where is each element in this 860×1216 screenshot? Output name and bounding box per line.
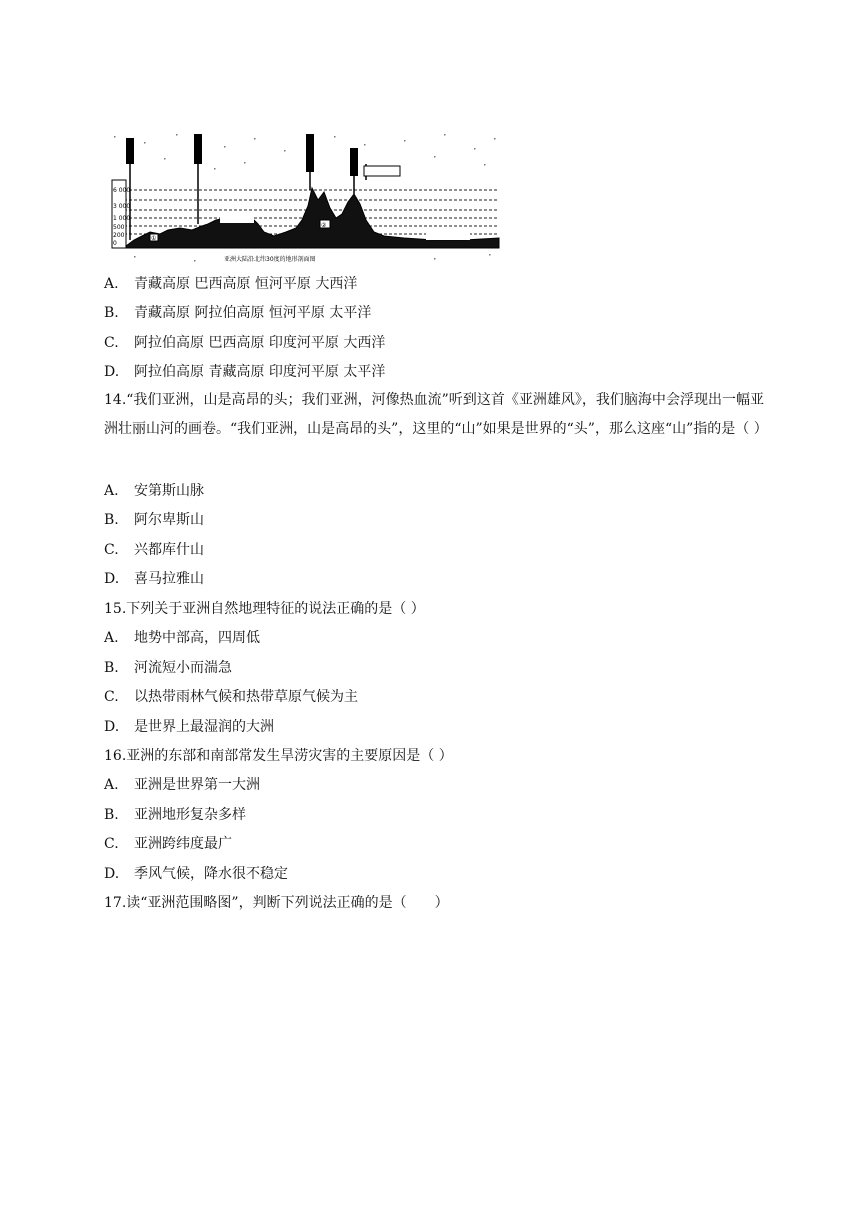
q13-option-a[interactable] [104,274,357,294]
svg-text:1 000: 1 000 [113,215,131,222]
option-text: 季风气候，降水很不稳定 [134,866,288,882]
option-key: A. [104,630,119,646]
q16-option-d[interactable] [104,864,288,884]
q14-stem: 14.“我们亚洲，山是高昂的头；我们亚洲，河像热血流”听到这首《亚洲雄风》，我们脑海中会浮现出一幅亚洲壮丽山河的画卷。“我们亚洲，山是高昂的头”，这里的“山”如果是世界的“头”，那么这座“山”指的是（ ） [104,392,768,437]
q15-option-b[interactable] [104,658,232,678]
svg-text:6 000: 6 000 [113,187,131,194]
svg-text:500: 500 [113,224,125,231]
q14-option-c[interactable] [104,540,204,560]
q13-option-b[interactable] [104,303,371,323]
option-text: 阿尔卑斯山 [134,512,204,528]
q13-option-c[interactable] [104,333,385,353]
place-label-blocks [126,134,400,176]
q15-option-d[interactable] [104,717,274,737]
label-box-plateau [220,215,254,223]
terrain-profile-svg [104,128,508,268]
option-text: 以热带雨林气候和热带草原气候为主 [134,689,358,705]
option-key: B. [104,512,119,528]
q15-stem: 15.下列关于亚洲自然地理特征的说法正确的是（ ） [104,601,425,617]
option-text: 喜马拉雅山 [134,571,204,587]
option-text: 亚洲跨纬度最广 [134,836,232,852]
terrain-profile-figure [104,128,508,268]
q16-option-a[interactable] [104,775,260,795]
option-key: A. [104,483,119,499]
option-key: C. [104,836,119,852]
q16-option-c[interactable] [104,834,232,854]
option-key: C. [104,335,119,351]
option-key: C. [104,689,119,705]
svg-text:②: ② [321,222,327,229]
option-text: 河流短小而湍急 [134,660,232,676]
svg-text:3 000: 3 000 [113,203,131,210]
option-key: C. [104,542,119,558]
option-text: 亚洲地形复杂多样 [134,807,246,823]
option-text: 兴都库什山 [134,542,204,558]
option-key: B. [104,305,119,321]
label-box-plain [426,232,470,240]
option-text: 阿拉伯高原 青藏高原 印度河平原 太平洋 [134,364,386,380]
option-key: B. [104,660,119,676]
q13-option-d[interactable] [104,362,385,382]
option-key: B. [104,807,119,823]
option-text: 青藏高原 巴西高原 恒河平原 大西洋 [134,276,358,292]
q15-option-a[interactable] [104,628,260,648]
option-key: D. [104,364,120,380]
option-key: A. [104,777,119,793]
svg-text:200: 200 [113,232,125,239]
option-text: 安第斯山脉 [134,483,204,499]
option-text: 是世界上最湿润的大洲 [134,719,274,735]
option-text: 地势中部高，四周低 [134,630,260,646]
q17-stem: 17.读“亚洲范围略图”，判断下列说法正确的是（ ） [104,895,449,911]
option-key: D. [104,719,120,735]
svg-text:①: ① [151,235,157,242]
q16-option-b[interactable] [104,805,246,825]
q14-option-b[interactable] [104,510,204,530]
option-text: 亚洲是世界第一大洲 [134,777,260,793]
option-key: A. [104,276,119,292]
q16-stem: 16.亚洲的东部和南部常发生旱涝灾害的主要原因是（ ） [104,748,453,764]
svg-text:0: 0 [113,240,117,247]
figure-caption: 亚洲大陆沿北纬30度的地形剖面图 [224,256,316,263]
option-key: D. [104,866,120,882]
q14-option-d[interactable] [104,569,204,589]
q15-option-c[interactable] [104,687,358,707]
option-text: 青藏高原 阿拉伯高原 恒河平原 太平洋 [134,305,372,321]
option-text: 阿拉伯高原 巴西高原 印度河平原 大西洋 [134,335,386,351]
q14-option-a[interactable] [104,481,204,501]
option-key: D. [104,571,120,587]
